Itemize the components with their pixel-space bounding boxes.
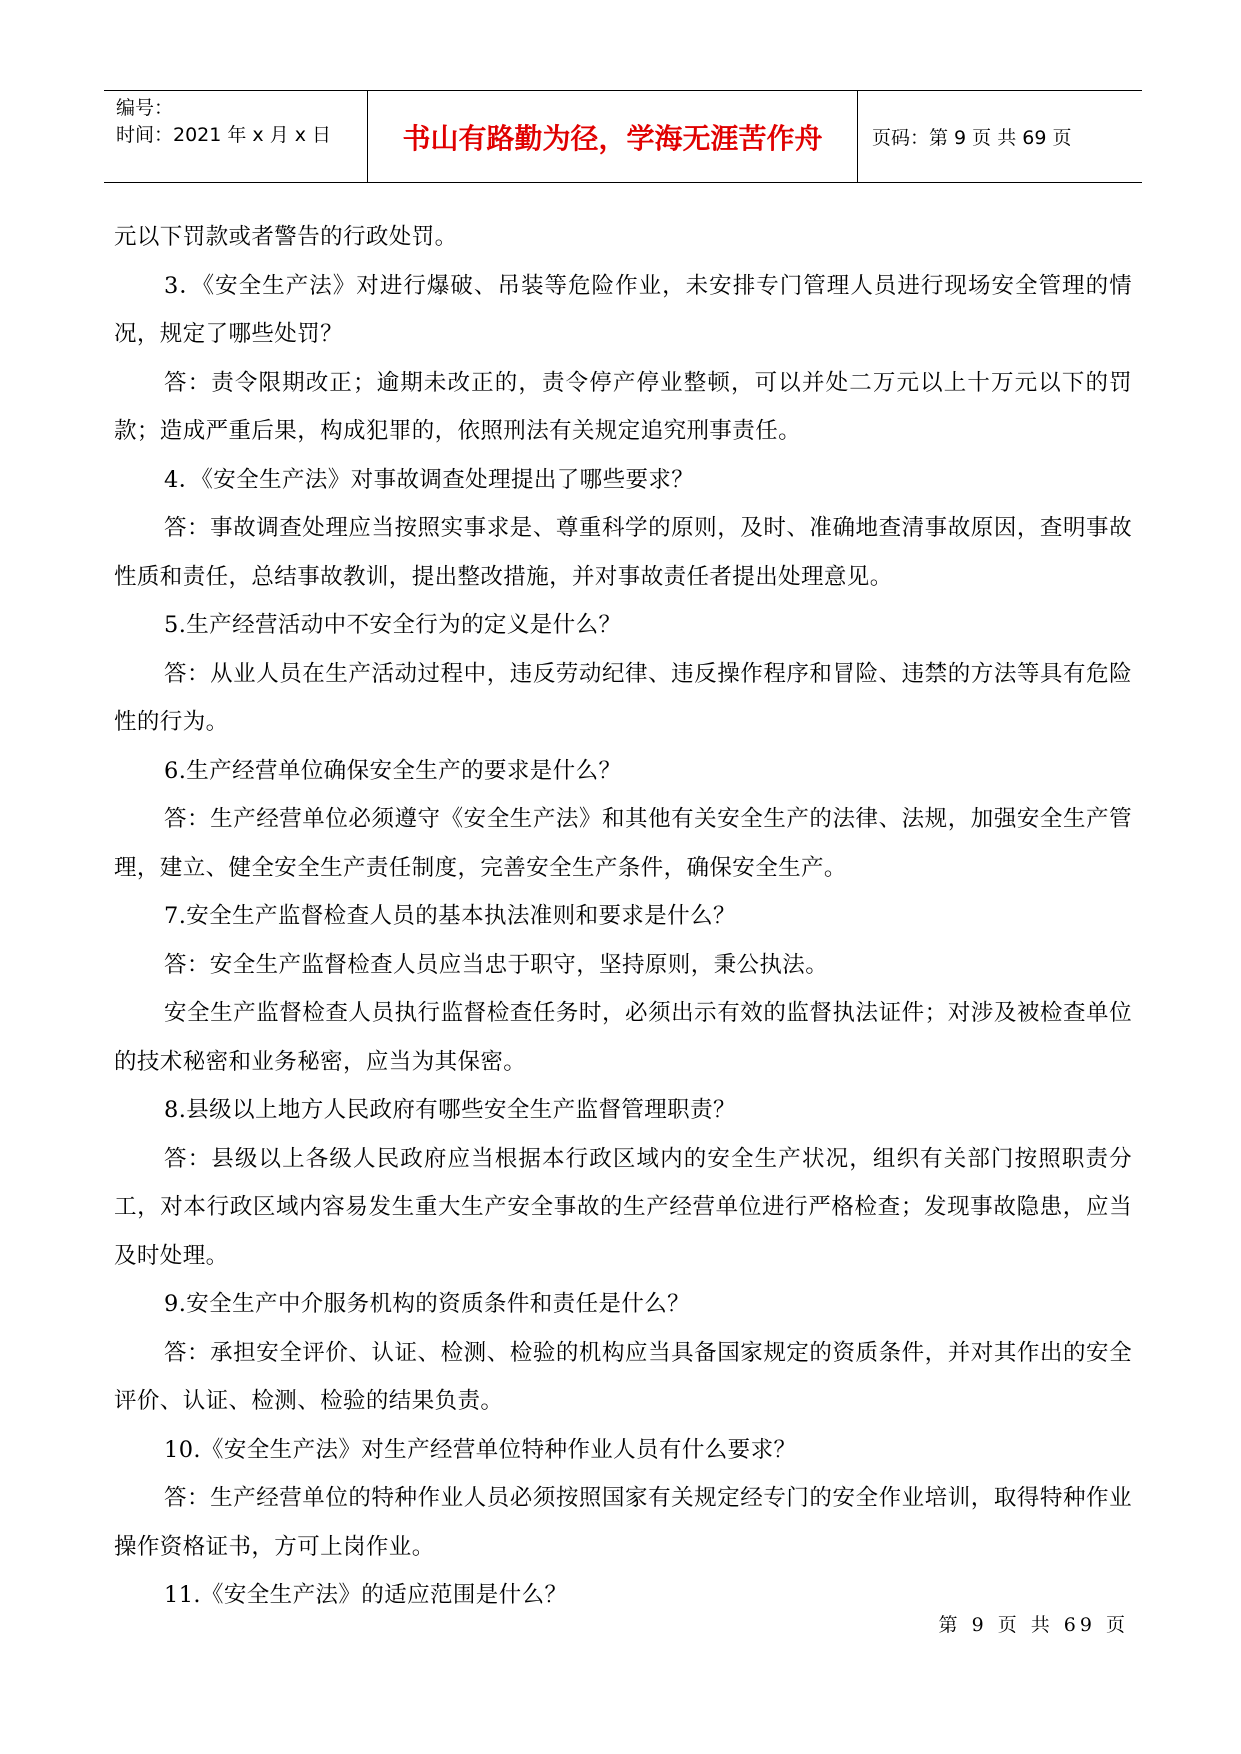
answer: 答：从业人员在生产活动过程中，违反劳动纪律、违反操作程序和冒险、违禁的方法等具有危险性的行为。 [114, 660, 1132, 735]
document-date-label: 时间：2021 年 x 月 x 日 [116, 124, 332, 146]
question: 3．《安全生产法》对进行爆破、吊装等危险作业，未安排专门管理人员进行现场安全管理的情况，规定了哪些处罚？ [114, 272, 1132, 347]
question: 10.《安全生产法》对生产经营单位特种作业人员有什么要求？ [164, 1436, 797, 1463]
document-body [114, 213, 1132, 1620]
answer: 答：生产经营单位必须遵守《安全生产法》和其他有关安全生产的法律、法规，加强安全生产管理，建立、健全安全生产责任制度，完善安全生产条件，确保安全生产。 [114, 806, 1132, 881]
question: 6.生产经营单位确保安全生产的要求是什么？ [164, 757, 622, 784]
question: 8.县级以上地方人民政府有哪些安全生产监督管理职责？ [164, 1097, 736, 1123]
answer: 答：安全生产监督检查人员应当忠于职守，坚持原则，秉公执法。 [164, 951, 829, 978]
question: 4．《安全生产法》对事故调查处理提出了哪些要求？ [164, 466, 695, 493]
page-footer: 第 9 页 共 69 页 [938, 1614, 1129, 1636]
header-motto: 书山有路勤为径，学海无涯苦作舟 [368, 91, 858, 182]
answer: 答：县级以上各级人民政府应当根据本行政区域内的安全生产状况，组织有关部门按照职责分工，对本行政区域内容易发生重大生产安全事故的生产经营单位进行严格检查；发现事故隐患，应当及时处理。 [114, 1145, 1132, 1269]
answer: 答：生产经营单位的特种作业人员必须按照国家有关规定经专门的安全作业培训，取得特种作业操作资格证书，方可上岗作业。 [114, 1485, 1132, 1560]
document-header [104, 90, 1142, 183]
answer-continued: 安全生产监督检查人员执行监督检查任务时，必须出示有效的监督执法证件；对涉及被检查单位的技术秘密和业务秘密，应当为其保密。 [114, 1000, 1132, 1075]
answer: 答：责令限期改正；逾期未改正的，责令停产停业整顿，可以并处二万元以上十万元以下的罚款；造成严重后果，构成犯罪的，依照刑法有关规定追究刑事责任。 [114, 369, 1132, 444]
paragraph: 元以下罚款或者警告的行政处罚。 [114, 224, 458, 250]
answer: 答：事故调查处理应当按照实事求是、尊重科学的原则，及时、准确地查清事故原因，查明事故性质和责任，总结事故教训，提出整改措施，并对事故责任者提出处理意见。 [114, 515, 1132, 590]
question: 9.安全生产中介服务机构的资质条件和责任是什么？ [164, 1291, 691, 1317]
header-page-number: 页码：第 9 页 共 69 页 [872, 127, 1072, 149]
header-meta-cell [104, 91, 368, 182]
question: 7.安全生产监督检查人员的基本执法准则和要求是什么？ [164, 903, 736, 929]
document-number-label: 编号： [116, 97, 174, 119]
question: 11.《安全生产法》的适应范围是什么？ [164, 1582, 568, 1608]
question: 5.生产经营活动中不安全行为的定义是什么？ [164, 612, 622, 638]
answer: 答：承担安全评价、认证、检测、检验的机构应当具备国家规定的资质条件，并对其作出的安全评价、认证、检测、检验的结果负责。 [114, 1339, 1132, 1414]
